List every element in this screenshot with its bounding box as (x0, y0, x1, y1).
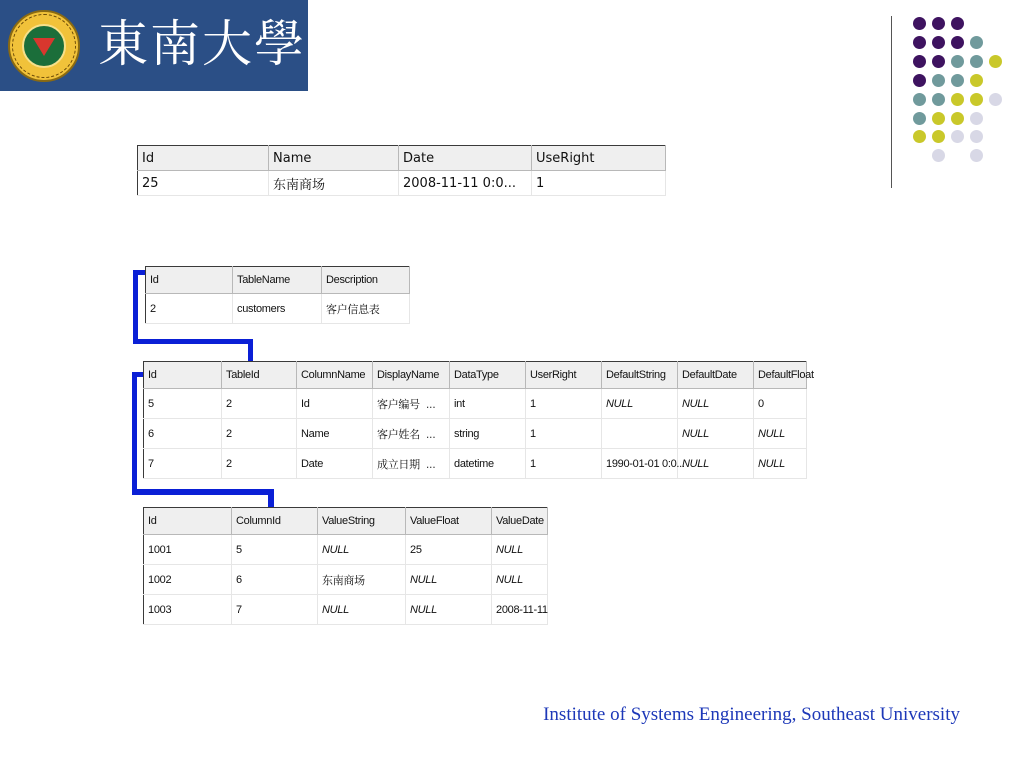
dot (970, 149, 983, 162)
column-header[interactable]: Name (269, 146, 399, 171)
table-cell[interactable]: 客户信息表 (322, 294, 410, 324)
table-row[interactable] (144, 535, 548, 565)
table-cell[interactable]: 7 (144, 449, 222, 479)
dot (932, 17, 945, 30)
column-header[interactable]: Id (144, 362, 222, 389)
table-cell[interactable]: 7 (232, 595, 318, 625)
table-row[interactable] (144, 565, 548, 595)
column-header[interactable]: Description (322, 267, 410, 294)
dot (951, 130, 964, 143)
dot (932, 112, 945, 125)
table-row[interactable] (144, 419, 807, 449)
column-header[interactable]: Date (399, 146, 532, 171)
dot (970, 112, 983, 125)
column-header[interactable]: UseRight (532, 146, 666, 171)
dot (989, 55, 1002, 68)
user-table (137, 145, 666, 196)
column-header[interactable]: ValueFloat (406, 508, 492, 535)
table-row[interactable] (144, 595, 548, 625)
values-table (143, 507, 548, 625)
table-cell[interactable]: 1 (526, 389, 602, 419)
table-cell[interactable]: customers (233, 294, 322, 324)
table-cell[interactable]: 25 (406, 535, 492, 565)
table-cell[interactable]: 东南商场 (318, 565, 406, 595)
dot (970, 74, 983, 87)
table-row[interactable] (144, 449, 807, 479)
column-header[interactable]: Id (144, 508, 232, 535)
connector-line (248, 339, 253, 361)
display-name: 客户编号 (377, 397, 420, 411)
table-cell[interactable]: 1 (526, 449, 602, 479)
table-cell[interactable]: int (450, 389, 526, 419)
column-header[interactable]: DisplayName (373, 362, 450, 389)
table-cell[interactable]: NULL (318, 535, 406, 565)
table-cell[interactable]: NULL (406, 565, 492, 595)
table-cell[interactable]: 6 (232, 565, 318, 595)
table-cell[interactable]: 2 (222, 449, 297, 479)
table-cell[interactable]: NULL (754, 449, 807, 479)
table-cell[interactable]: Date (297, 449, 373, 479)
divider-line (891, 16, 892, 188)
table-cell[interactable]: 5 (232, 535, 318, 565)
connector-line (133, 339, 253, 344)
table-cell[interactable]: NULL (602, 389, 678, 419)
dot (932, 36, 945, 49)
table-cell[interactable]: 1 (532, 171, 666, 196)
connector-line (132, 372, 137, 495)
table-cell[interactable]: 1003 (144, 595, 232, 625)
dot (932, 149, 945, 162)
connector-line (268, 489, 274, 507)
dot (989, 93, 1002, 106)
column-header[interactable]: ColumnName (297, 362, 373, 389)
dot (951, 74, 964, 87)
table-cell[interactable]: NULL (406, 595, 492, 625)
dot (951, 36, 964, 49)
connector-line (132, 489, 274, 495)
column-header[interactable]: ValueString (318, 508, 406, 535)
table-cell[interactable]: 2 (146, 294, 233, 324)
table-cell[interactable]: 5 (144, 389, 222, 419)
table-header-row (138, 146, 666, 171)
table-cell[interactable]: NULL (754, 419, 807, 449)
tables-table (145, 266, 410, 324)
table-cell[interactable]: NULL (318, 595, 406, 625)
connector-line (133, 270, 138, 344)
table-cell[interactable]: NULL (678, 449, 754, 479)
table-cell[interactable]: NULL (678, 419, 754, 449)
column-header[interactable]: Id (146, 267, 233, 294)
logo-name: 東南大學 (98, 15, 306, 73)
table-cell[interactable]: string (450, 419, 526, 449)
display-name: 客户姓名 (377, 427, 420, 441)
dot (951, 55, 964, 68)
column-header[interactable]: DefaultFloat (754, 362, 807, 389)
table-cell[interactable]: Id (297, 389, 373, 419)
table-cell[interactable]: 25 (138, 171, 269, 196)
dot (970, 93, 983, 106)
table-cell[interactable]: NULL (492, 565, 548, 595)
ellipsis: ... (425, 457, 436, 471)
table-cell[interactable]: 1990-01-01 0:0... (602, 449, 678, 479)
dot (970, 130, 983, 143)
dot (951, 112, 964, 125)
column-header[interactable]: Id (138, 146, 269, 171)
ellipsis: ... (425, 427, 436, 441)
table-cell[interactable]: datetime (450, 449, 526, 479)
dot (951, 93, 964, 106)
dot (932, 55, 945, 68)
dot (970, 55, 983, 68)
table-cell[interactable]: NULL (492, 535, 548, 565)
table-cell[interactable]: NULL (678, 389, 754, 419)
column-header[interactable]: UserRight (526, 362, 602, 389)
university-seal (8, 10, 80, 82)
university-logo (0, 0, 308, 91)
dot (913, 130, 926, 143)
column-header[interactable]: DataType (450, 362, 526, 389)
dot (932, 74, 945, 87)
table-row[interactable] (146, 294, 410, 324)
dot (913, 17, 926, 30)
column-header[interactable]: TableId (222, 362, 297, 389)
table-cell[interactable] (373, 389, 450, 419)
dot (932, 93, 945, 106)
table-header-row (144, 362, 807, 389)
dot (913, 74, 926, 87)
table-row[interactable] (138, 171, 666, 196)
table-cell[interactable]: 2008-11-11 0:0... (399, 171, 532, 196)
table-cell[interactable]: 东南商场 (269, 171, 399, 196)
columns-table (143, 361, 814, 479)
table-cell[interactable]: 2 (222, 419, 297, 449)
column-header[interactable]: ValueDate (492, 508, 548, 535)
table-cell[interactable]: 6 (144, 419, 222, 449)
dot (913, 93, 926, 106)
table-cell[interactable]: 2 (222, 389, 297, 419)
column-header[interactable]: DefaultDate (678, 362, 754, 389)
dot (913, 36, 926, 49)
dot (970, 36, 983, 49)
ellipsis: ... (425, 397, 436, 411)
column-header[interactable]: ColumnId (232, 508, 318, 535)
dot (913, 112, 926, 125)
footer-text: Institute of Systems Engineering, Southeast University (543, 704, 960, 725)
column-header[interactable]: TableName (233, 267, 322, 294)
table-row[interactable] (144, 389, 807, 419)
table-cell[interactable] (373, 449, 450, 479)
table-cell[interactable]: 2008-11-11 (492, 595, 548, 625)
table-cell[interactable] (602, 419, 678, 449)
display-name: 成立日期 (377, 457, 420, 471)
table-header-row (144, 508, 548, 535)
dot (951, 17, 964, 30)
column-header[interactable]: DefaultString (602, 362, 678, 389)
table-header-row (146, 267, 410, 294)
table-cell[interactable]: 1001 (144, 535, 232, 565)
table-cell[interactable]: 1 (526, 419, 602, 449)
seal-shield-icon (33, 38, 55, 56)
table-cell[interactable]: Name (297, 419, 373, 449)
seal-emblem (22, 24, 66, 68)
table-cell[interactable]: 1002 (144, 565, 232, 595)
dot (913, 55, 926, 68)
table-cell[interactable] (373, 419, 450, 449)
dot (932, 130, 945, 143)
table-cell[interactable]: 0 (754, 389, 807, 419)
